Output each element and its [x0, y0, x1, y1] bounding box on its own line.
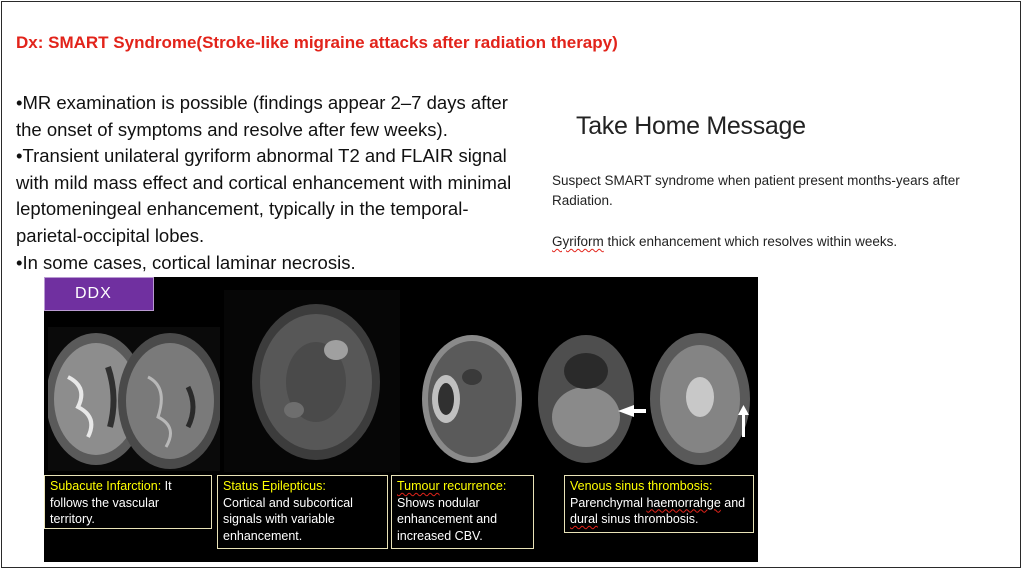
caption-tumour-recurrence: [391, 475, 534, 549]
caption-text-part: sinus thrombosis.: [597, 512, 699, 526]
mri-infarction-image: [48, 327, 220, 471]
caption-heading: Venous sinus thrombosis:: [570, 479, 713, 493]
spell-marked-word: Tumour: [397, 479, 440, 493]
take-home-line-1: Suspect SMART syndrome when patient present months-years after Radiation.: [552, 173, 960, 208]
caption-text: It follows the vascular territory.: [50, 479, 172, 526]
ddx-panel: [44, 277, 758, 562]
caption-text: [570, 495, 748, 528]
caption-heading: [397, 478, 528, 495]
caption-heading-rest: recurrence:: [439, 479, 507, 493]
take-home-heading: Take Home Message: [576, 112, 806, 140]
mri-venous-thrombosis-image: [534, 327, 756, 472]
bullet-item: •In some cases, cortical laminar necrosis.: [16, 251, 356, 273]
spell-marked-word: Gyriform: [552, 234, 604, 249]
mri-status-epilepticus-image: [224, 290, 400, 472]
ddx-label: DDX: [44, 277, 154, 311]
caption-text-part: and: [720, 495, 746, 510]
bullet-item: •Transient unilateral gyriform abnormal T2 and FLAIR signal with mild mass effect and cortical enhancement with minimal leptomeningeal enhancement, typically in the temporal-parietal-occipital lobes.: [16, 145, 512, 246]
caption-text-part: Parenchymal: [570, 495, 647, 510]
take-home-line-2: [552, 232, 1017, 252]
caption-heading: Subacute Infarction:: [50, 479, 162, 493]
take-home-line-2-rest: thick enhancement which resolves within weeks.: [603, 234, 898, 249]
caption-venous-thrombosis: [564, 475, 754, 533]
caption-status-epilepticus: [217, 475, 388, 549]
diagnosis-title: Dx: SMART Syndrome(Stroke-like migraine attacks after radiation therapy): [16, 33, 618, 52]
caption-text: Cortical and subcortical signals with variable enhancement.: [223, 495, 353, 543]
bullet-item: •MR examination is possible (findings appear 2–7 days after the onset of symptoms and resolve after few weeks).: [16, 92, 508, 140]
caption-heading: Status Epilepticus:: [223, 479, 326, 493]
caption-text: Shows nodular enhancement and increased CBV.: [397, 495, 498, 543]
mri-tumour-recurrence-image: [416, 327, 528, 472]
findings-list: [16, 90, 526, 276]
spell-marked-word: dural: [570, 512, 598, 526]
spell-marked-word: haemorrahge: [646, 495, 721, 510]
caption-infarction: [44, 475, 212, 529]
